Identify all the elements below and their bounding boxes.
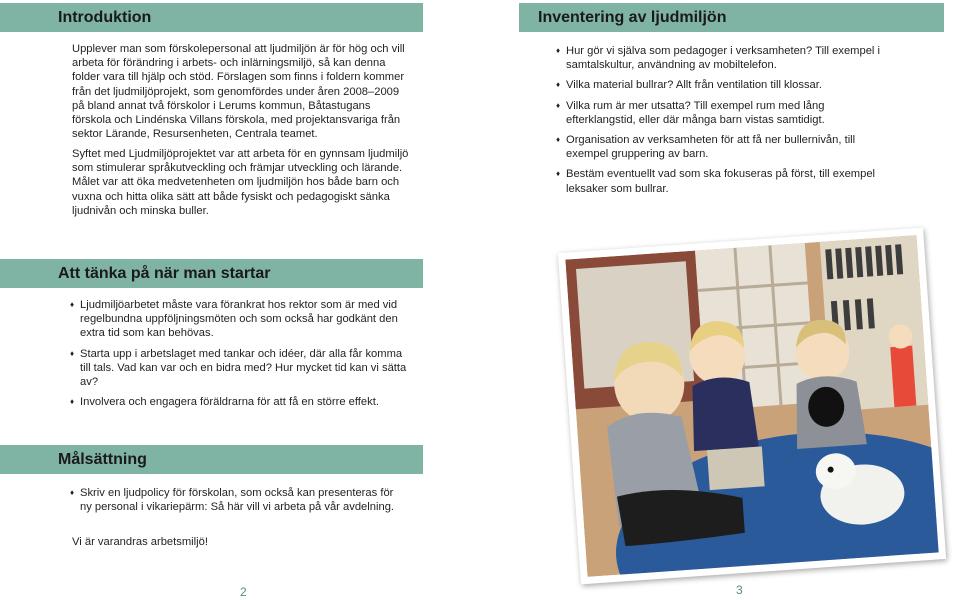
list-item: ♦ Involvera och engagera föräldrarna för att få en större effekt. (70, 395, 408, 409)
list-item: ♦ Organisation av verksamheten för att få ner bullernivån, till exempel gruppering av barn. (556, 133, 896, 161)
goal-list (70, 486, 408, 514)
intro-paragraph-2: Syftet med Ljudmiljöprojektet var att arbeta för en gynnsam ljudmiljö som stimulerar språkutveckling och främjar utveckling och lärande. Målet var att öka medvetenheten om ljudmiljön hos både barn och vuxna och hitta olika sätt att både fysiskt och pedagogiskt sänka ljudnivån och minska buller. (72, 148, 409, 217)
intro-paragraph-1: Upplever man som förskolepersonal att ljudmiljön är för hög och vill arbeta för förändring i arbets- och inlärningsmiljö, så kan denna folder vara till hjälp och stöd. Förslagen som finns i foldern kommer från det ljudmiljöprojekt, som genomfördes under åren 2008–2009 på bland annat två förskolor i Lerums kommun, Båtastugans förskola och Lindénska Villans förskola, med projektansvariga från sektor Lärande, Resursenheten, Centrala teamet. (72, 43, 405, 141)
inventory-heading: Inventering av ljudmiljön (519, 3, 944, 32)
goal-heading: Målsättning (0, 445, 423, 474)
list-item: ♦ Vilka material bullrar? Allt från ventilation till klossar. (556, 78, 896, 92)
list-item: ♦ Vilka rum är mer utsatta? Till exempel rum med lång efterklangstid, eller där många barn vistas samtidigt. (556, 99, 896, 127)
list-item: ♦ Starta upp i arbetslaget med tankar och idéer, där alla får komma till tals. Vad kan var och en bidra med? Hur mycket tid kan vi sätta av? (70, 347, 408, 390)
intro-heading: Introduktion (0, 3, 423, 32)
inventory-list (556, 44, 896, 196)
goal-closing: Vi är varandras arbetsmiljö! (72, 536, 208, 548)
list-item: ♦ Skriv en ljudpolicy för förskolan, som också kan presenteras för ny personal i vikariepärm: Så här vill vi arbeta på vår avdelning. (70, 486, 408, 514)
children-photo (558, 228, 946, 585)
page-number-left: 2 (240, 585, 247, 599)
start-heading: Att tänka på när man startar (0, 259, 423, 288)
list-item: ♦ Bestäm eventuellt vad som ska fokuseras på först, till exempel leksaker som bullrar. (556, 167, 896, 195)
children-photo-illustration (565, 235, 938, 577)
list-item: ♦ Ljudmiljöarbetet måste vara förankrat hos rektor som är med vid regelbundna uppföljningsmöten och som också har godkänt den extra tid som kan behövas. (70, 298, 408, 341)
start-list (70, 298, 408, 409)
page-number-right: 3 (736, 583, 743, 597)
list-item: ♦ Hur gör vi själva som pedagoger i verksamheten? Till exempel i samtalskultur, användning av mobiltelefon. (556, 44, 896, 72)
